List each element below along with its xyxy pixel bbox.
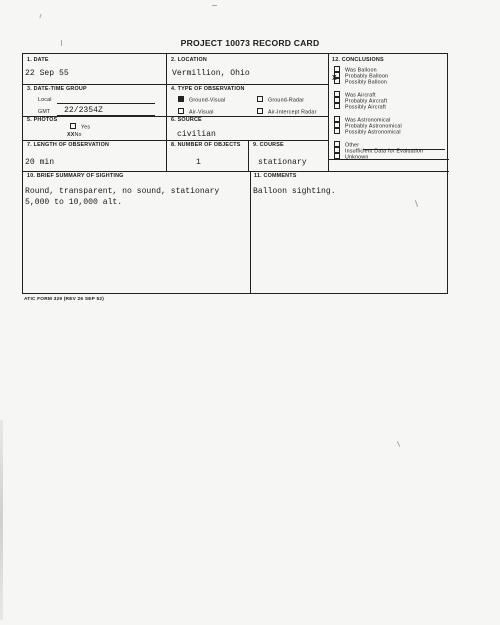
checkbox-icon bbox=[334, 128, 340, 134]
course-value: stationary bbox=[258, 158, 307, 167]
local-label: Local bbox=[38, 97, 52, 103]
photos-label: 5. PHOTOS bbox=[27, 117, 58, 123]
conclusion-other: Other bbox=[334, 142, 359, 148]
summary-line-2: 5,000 to 10,000 alt. bbox=[25, 198, 123, 207]
date-value: 22 Sep 55 bbox=[25, 69, 69, 78]
conclusion-probably-balloon: Probably Balloon bbox=[334, 73, 388, 79]
conclusion-possibly-astronomical: Possibly Astronomical bbox=[334, 129, 401, 135]
checkbox-icon bbox=[178, 108, 184, 114]
photos-no-mark: XX bbox=[67, 132, 75, 138]
location-label: 2. LOCATION bbox=[171, 57, 207, 63]
course-label: 9. COURSE bbox=[253, 142, 284, 148]
type-label: 4. TYPE OF OBSERVATION bbox=[171, 86, 245, 92]
checkbox-icon bbox=[257, 96, 263, 102]
conclusion-was-astronomical: Was Astronomical bbox=[334, 117, 390, 123]
length-label: 7. LENGTH OF OBSERVATION bbox=[27, 142, 110, 148]
air-visual-option: Air-Visual bbox=[178, 109, 214, 115]
page-title: PROJECT 10073 RECORD CARD bbox=[180, 38, 320, 48]
location-value: Vermillion, Ohio bbox=[172, 69, 250, 78]
ground-radar-option: Ground-Radar bbox=[257, 97, 304, 103]
checkbox-icon bbox=[257, 108, 263, 114]
scan-edge bbox=[0, 420, 3, 620]
ground-visual-option: Ground-Visual bbox=[178, 97, 225, 103]
conclusion-possibly-balloon: Possibly Balloon bbox=[334, 79, 387, 85]
form-number-footer: ATIC FORM 329 (REV 26 SEP 52) bbox=[24, 297, 104, 302]
conclusion-unknown: Unknown bbox=[334, 154, 368, 160]
objects-value: 1 bbox=[196, 158, 201, 167]
date-label: 1. DATE bbox=[27, 57, 49, 63]
length-value: 20 min bbox=[25, 158, 55, 167]
comments-value: Balloon sighting. bbox=[253, 187, 336, 196]
conclusion-probably-astronomical: Probably Astronomical bbox=[334, 123, 402, 129]
conclusion-possibly-aircraft: Possibly Aircraft bbox=[334, 104, 386, 110]
conclusion-insufficient-data: Insufficient Data for Evaluation bbox=[334, 148, 423, 154]
photos-no-option: XXNo bbox=[67, 132, 82, 138]
conclusions-label: 12. CONCLUSIONS bbox=[332, 57, 384, 63]
gmt-label: GMT bbox=[38, 109, 51, 115]
conclusion-was-aircraft: Was Aircraft bbox=[334, 92, 376, 98]
datetime-label: 3. DATE-TIME GROUP bbox=[27, 86, 87, 92]
summary-line-1: Round, transparent, no sound, stationary bbox=[25, 187, 220, 196]
conclusion-was-balloon: Was Balloon bbox=[334, 67, 377, 73]
summary-label: 10. BRIEF SUMMARY OF SIGHTING bbox=[27, 173, 124, 179]
checkbox-icon bbox=[334, 153, 340, 159]
objects-label: 8. NUMBER OF OBJECTS bbox=[171, 142, 241, 148]
gmt-value: 22/2354Z bbox=[64, 106, 103, 115]
air-intercept-option: Air-Intercept Radar bbox=[257, 109, 317, 115]
scan-speck bbox=[39, 14, 41, 18]
record-card-grid bbox=[22, 53, 448, 294]
checkbox-icon bbox=[334, 103, 340, 109]
checkbox-icon bbox=[70, 123, 76, 129]
scan-speck bbox=[397, 441, 400, 447]
selected-x-mark: X bbox=[332, 75, 337, 82]
checkbox-checked-icon bbox=[178, 96, 184, 102]
comments-label: 11. COMMENTS bbox=[254, 173, 297, 179]
source-value: civilian bbox=[177, 130, 216, 139]
photos-yes-option: Yes bbox=[70, 124, 90, 130]
scan-speck bbox=[212, 5, 217, 6]
conclusion-probably-aircraft: Probably Aircraft bbox=[334, 98, 387, 104]
source-label: 6. SOURCE bbox=[171, 117, 202, 123]
